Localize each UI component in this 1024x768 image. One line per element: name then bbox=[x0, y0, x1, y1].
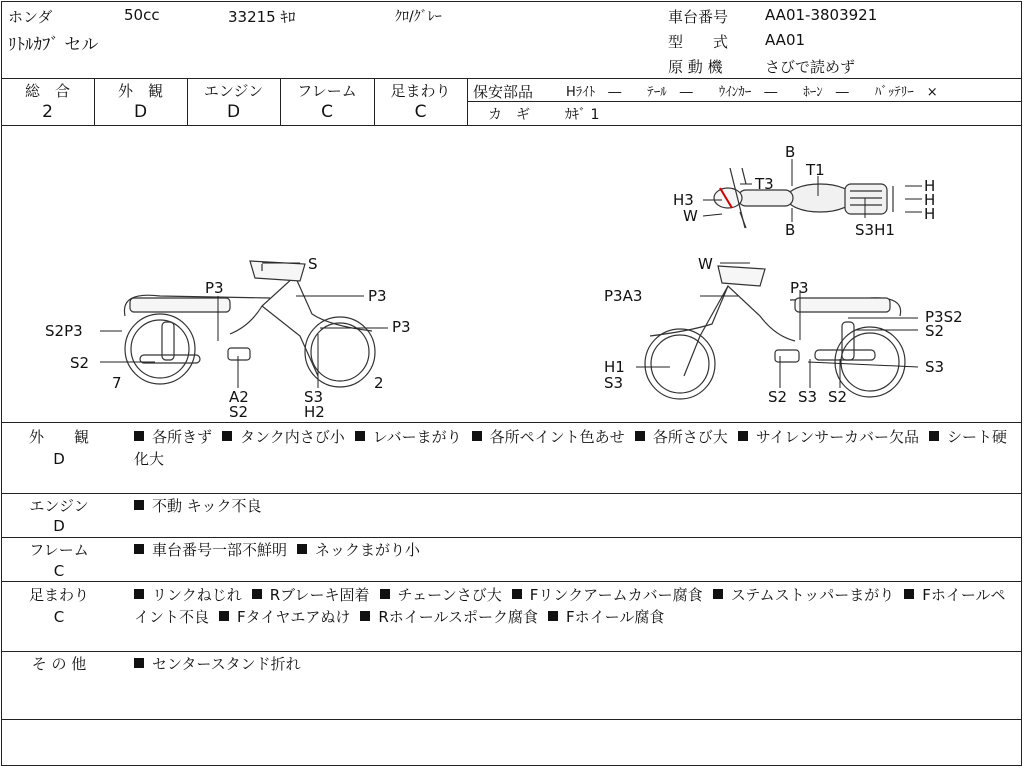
label: H3 bbox=[673, 191, 694, 209]
label: S3H1 bbox=[855, 221, 895, 239]
label: 7 bbox=[112, 374, 122, 392]
remark-item-text: 各所さび大 bbox=[652, 428, 728, 446]
remark-item-text: Fホイール腐食 bbox=[566, 608, 665, 626]
security-items: Hﾗｲﾄ ― ﾃｰﾙ ― ｳｲﾝｶｰ ― ﾎｰﾝ ― ﾊﾞｯﾃﾘｰ × bbox=[566, 85, 938, 100]
divider bbox=[1, 78, 1022, 79]
type-label: 型 式 bbox=[668, 33, 729, 51]
remark-items-suspension bbox=[134, 584, 1014, 628]
color: ｸﾛ/ｸﾞﾚｰ bbox=[395, 9, 442, 25]
label: T3 bbox=[755, 175, 774, 193]
label: H bbox=[924, 191, 936, 209]
label: S3 bbox=[604, 374, 624, 392]
divider bbox=[1, 581, 1022, 582]
remark-grade-exterior: D bbox=[53, 450, 65, 468]
remark-label-frame: フレーム bbox=[29, 541, 89, 559]
bullet-square-icon bbox=[134, 544, 144, 554]
remark-item bbox=[472, 428, 625, 446]
bullet-square-icon bbox=[134, 431, 144, 441]
label: S2 bbox=[828, 388, 848, 406]
remark-item-text: 不動 キック不良 bbox=[152, 497, 262, 515]
remark-item-text: レバーまがり bbox=[372, 428, 462, 446]
remark-item bbox=[134, 497, 261, 515]
bullet-square-icon bbox=[219, 611, 229, 621]
label: P3 bbox=[368, 287, 387, 305]
label: P3 bbox=[392, 318, 411, 336]
remark-label-other: そ の 他 bbox=[31, 655, 87, 673]
bullet-square-icon bbox=[512, 589, 522, 599]
remark-label-engine: エンジン bbox=[29, 497, 89, 515]
remark-label-suspension: 足まわり bbox=[28, 586, 89, 604]
label: B bbox=[785, 221, 796, 239]
bullet-square-icon bbox=[297, 544, 307, 554]
label: H2 bbox=[304, 403, 325, 421]
remark-item bbox=[297, 541, 420, 559]
remark-label-exterior: 外 観 bbox=[28, 428, 89, 446]
bullet-square-icon bbox=[134, 658, 144, 668]
bullet-square-icon bbox=[360, 611, 370, 621]
maker: ホンダ bbox=[8, 8, 53, 26]
remark-item bbox=[713, 586, 895, 604]
label: A2 bbox=[229, 388, 249, 406]
bullet-square-icon bbox=[713, 589, 723, 599]
label: H bbox=[924, 177, 936, 195]
remark-item-text: センタースタンド折れ bbox=[152, 655, 301, 673]
remark-item bbox=[380, 586, 502, 604]
key-label: カ ギ bbox=[488, 107, 530, 123]
label: S3 bbox=[304, 388, 324, 406]
label: P3A3 bbox=[604, 287, 643, 305]
divider bbox=[1, 719, 1022, 720]
remark-item-text: リンクねじれ bbox=[152, 586, 242, 604]
label: S3 bbox=[925, 358, 945, 376]
remark-item-text: シート硬化大 bbox=[134, 428, 1007, 468]
grade-value-overall: 2 bbox=[42, 102, 53, 122]
bullet-square-icon bbox=[134, 589, 144, 599]
grade-label-overall: 総 合 bbox=[24, 82, 70, 100]
label: W bbox=[698, 255, 713, 273]
grade-value-exterior: D bbox=[133, 102, 148, 122]
left-view-labels bbox=[45, 255, 411, 421]
remark-items-frame bbox=[134, 539, 1014, 561]
label: W bbox=[683, 207, 698, 225]
label: P3 bbox=[790, 279, 809, 297]
bullet-square-icon bbox=[380, 589, 390, 599]
remark-item-text: Fタイヤエアぬけ bbox=[237, 608, 351, 626]
remark-item-text: サイレンサーカバー欠品 bbox=[755, 428, 919, 446]
label: H bbox=[924, 205, 936, 223]
remark-item bbox=[134, 428, 212, 446]
left-side-motorcycle bbox=[124, 261, 375, 387]
bullet-square-icon bbox=[252, 589, 262, 599]
remark-item-text: 車台番号一部不鮮明 bbox=[152, 541, 288, 559]
frame-no: AA01-3803921 bbox=[765, 6, 878, 24]
remark-grade-frame: C bbox=[53, 562, 65, 580]
bullet-square-icon bbox=[134, 500, 144, 510]
key-value: ｶｷﾞ 1 bbox=[565, 107, 600, 123]
divider bbox=[467, 101, 1022, 102]
label: P3S2 bbox=[925, 308, 963, 326]
remark-item bbox=[635, 428, 728, 446]
security-label: 保安部品 bbox=[473, 83, 534, 101]
damage-diagram bbox=[0, 126, 1022, 422]
grade-value-frame: C bbox=[321, 102, 333, 122]
label: S2 bbox=[925, 322, 945, 340]
grade-label-suspension: 足まわり bbox=[390, 82, 451, 100]
label: S2 bbox=[768, 388, 788, 406]
remark-item bbox=[252, 586, 370, 604]
bullet-square-icon bbox=[472, 431, 482, 441]
remark-item-text: 各所きず bbox=[152, 428, 213, 446]
type-value: AA01 bbox=[765, 31, 806, 49]
remark-grade-engine: D bbox=[53, 517, 65, 535]
label: B bbox=[785, 143, 796, 161]
label: S3 bbox=[798, 388, 818, 406]
remark-item bbox=[738, 428, 919, 446]
label: S2 bbox=[70, 354, 90, 372]
label: T1 bbox=[806, 161, 825, 179]
remark-item bbox=[134, 541, 287, 559]
grade-label-exterior: 外 観 bbox=[117, 82, 163, 100]
bullet-square-icon bbox=[222, 431, 232, 441]
remark-item-text: タンク内さび小 bbox=[240, 428, 345, 446]
label: 2 bbox=[374, 374, 384, 392]
grade-value-suspension: C bbox=[414, 102, 427, 122]
remark-item bbox=[360, 608, 538, 626]
grade-label-engine: エンジン bbox=[203, 82, 264, 100]
remark-item bbox=[134, 655, 301, 673]
remark-item bbox=[512, 586, 703, 604]
label: H1 bbox=[604, 358, 625, 376]
remark-item-text: Rホイールスポーク腐食 bbox=[378, 608, 539, 626]
displacement: 50cc bbox=[124, 6, 160, 24]
remark-items-exterior bbox=[134, 426, 1014, 470]
grade-label-frame: フレーム bbox=[297, 82, 357, 100]
grade-value-engine: D bbox=[226, 102, 241, 122]
remark-item bbox=[134, 586, 242, 604]
remark-item-text: Rブレーキ固着 bbox=[269, 586, 370, 604]
remark-items-other bbox=[134, 653, 1014, 675]
bullet-square-icon bbox=[635, 431, 645, 441]
engine-label: 原 動 機 bbox=[668, 58, 723, 76]
label: S2P3 bbox=[45, 322, 83, 340]
remark-item bbox=[355, 428, 462, 446]
remark-item-text: 各所ペイント色あせ bbox=[489, 428, 625, 446]
label: S2 bbox=[229, 403, 249, 421]
bullet-square-icon bbox=[355, 431, 365, 441]
mileage: 33215 ｷﾛ bbox=[228, 8, 296, 26]
remark-grade-suspension: C bbox=[53, 608, 65, 626]
divider bbox=[1, 422, 1022, 423]
bullet-square-icon bbox=[738, 431, 748, 441]
divider bbox=[1, 493, 1022, 494]
remark-item-text: Fホイールペイント不良 bbox=[134, 586, 1006, 626]
bullet-square-icon bbox=[929, 431, 939, 441]
remark-item bbox=[548, 608, 664, 626]
remark-items-engine bbox=[134, 495, 1014, 517]
label: P3 bbox=[205, 279, 224, 297]
remark-item-text: Fリンクアームカバー腐食 bbox=[529, 586, 703, 604]
remark-item bbox=[222, 428, 345, 446]
divider bbox=[1, 651, 1022, 652]
top-view-motorcycle bbox=[714, 168, 893, 228]
engine-value: さびで読めず bbox=[765, 58, 856, 76]
remark-item-text: ネックまがり小 bbox=[315, 541, 421, 559]
model-name: ﾘﾄﾙｶﾌﾞ セル bbox=[8, 35, 99, 55]
remark-item-text: チェーンさび大 bbox=[397, 586, 502, 604]
label: S bbox=[308, 255, 318, 273]
bullet-square-icon bbox=[904, 589, 914, 599]
divider bbox=[1, 537, 1022, 538]
right-side-motorcycle bbox=[645, 266, 905, 399]
remark-item bbox=[219, 608, 350, 626]
frame-no-label: 車台番号 bbox=[668, 8, 729, 26]
remark-item-text: ステムストッパーまがり bbox=[730, 586, 895, 604]
bullet-square-icon bbox=[548, 611, 558, 621]
